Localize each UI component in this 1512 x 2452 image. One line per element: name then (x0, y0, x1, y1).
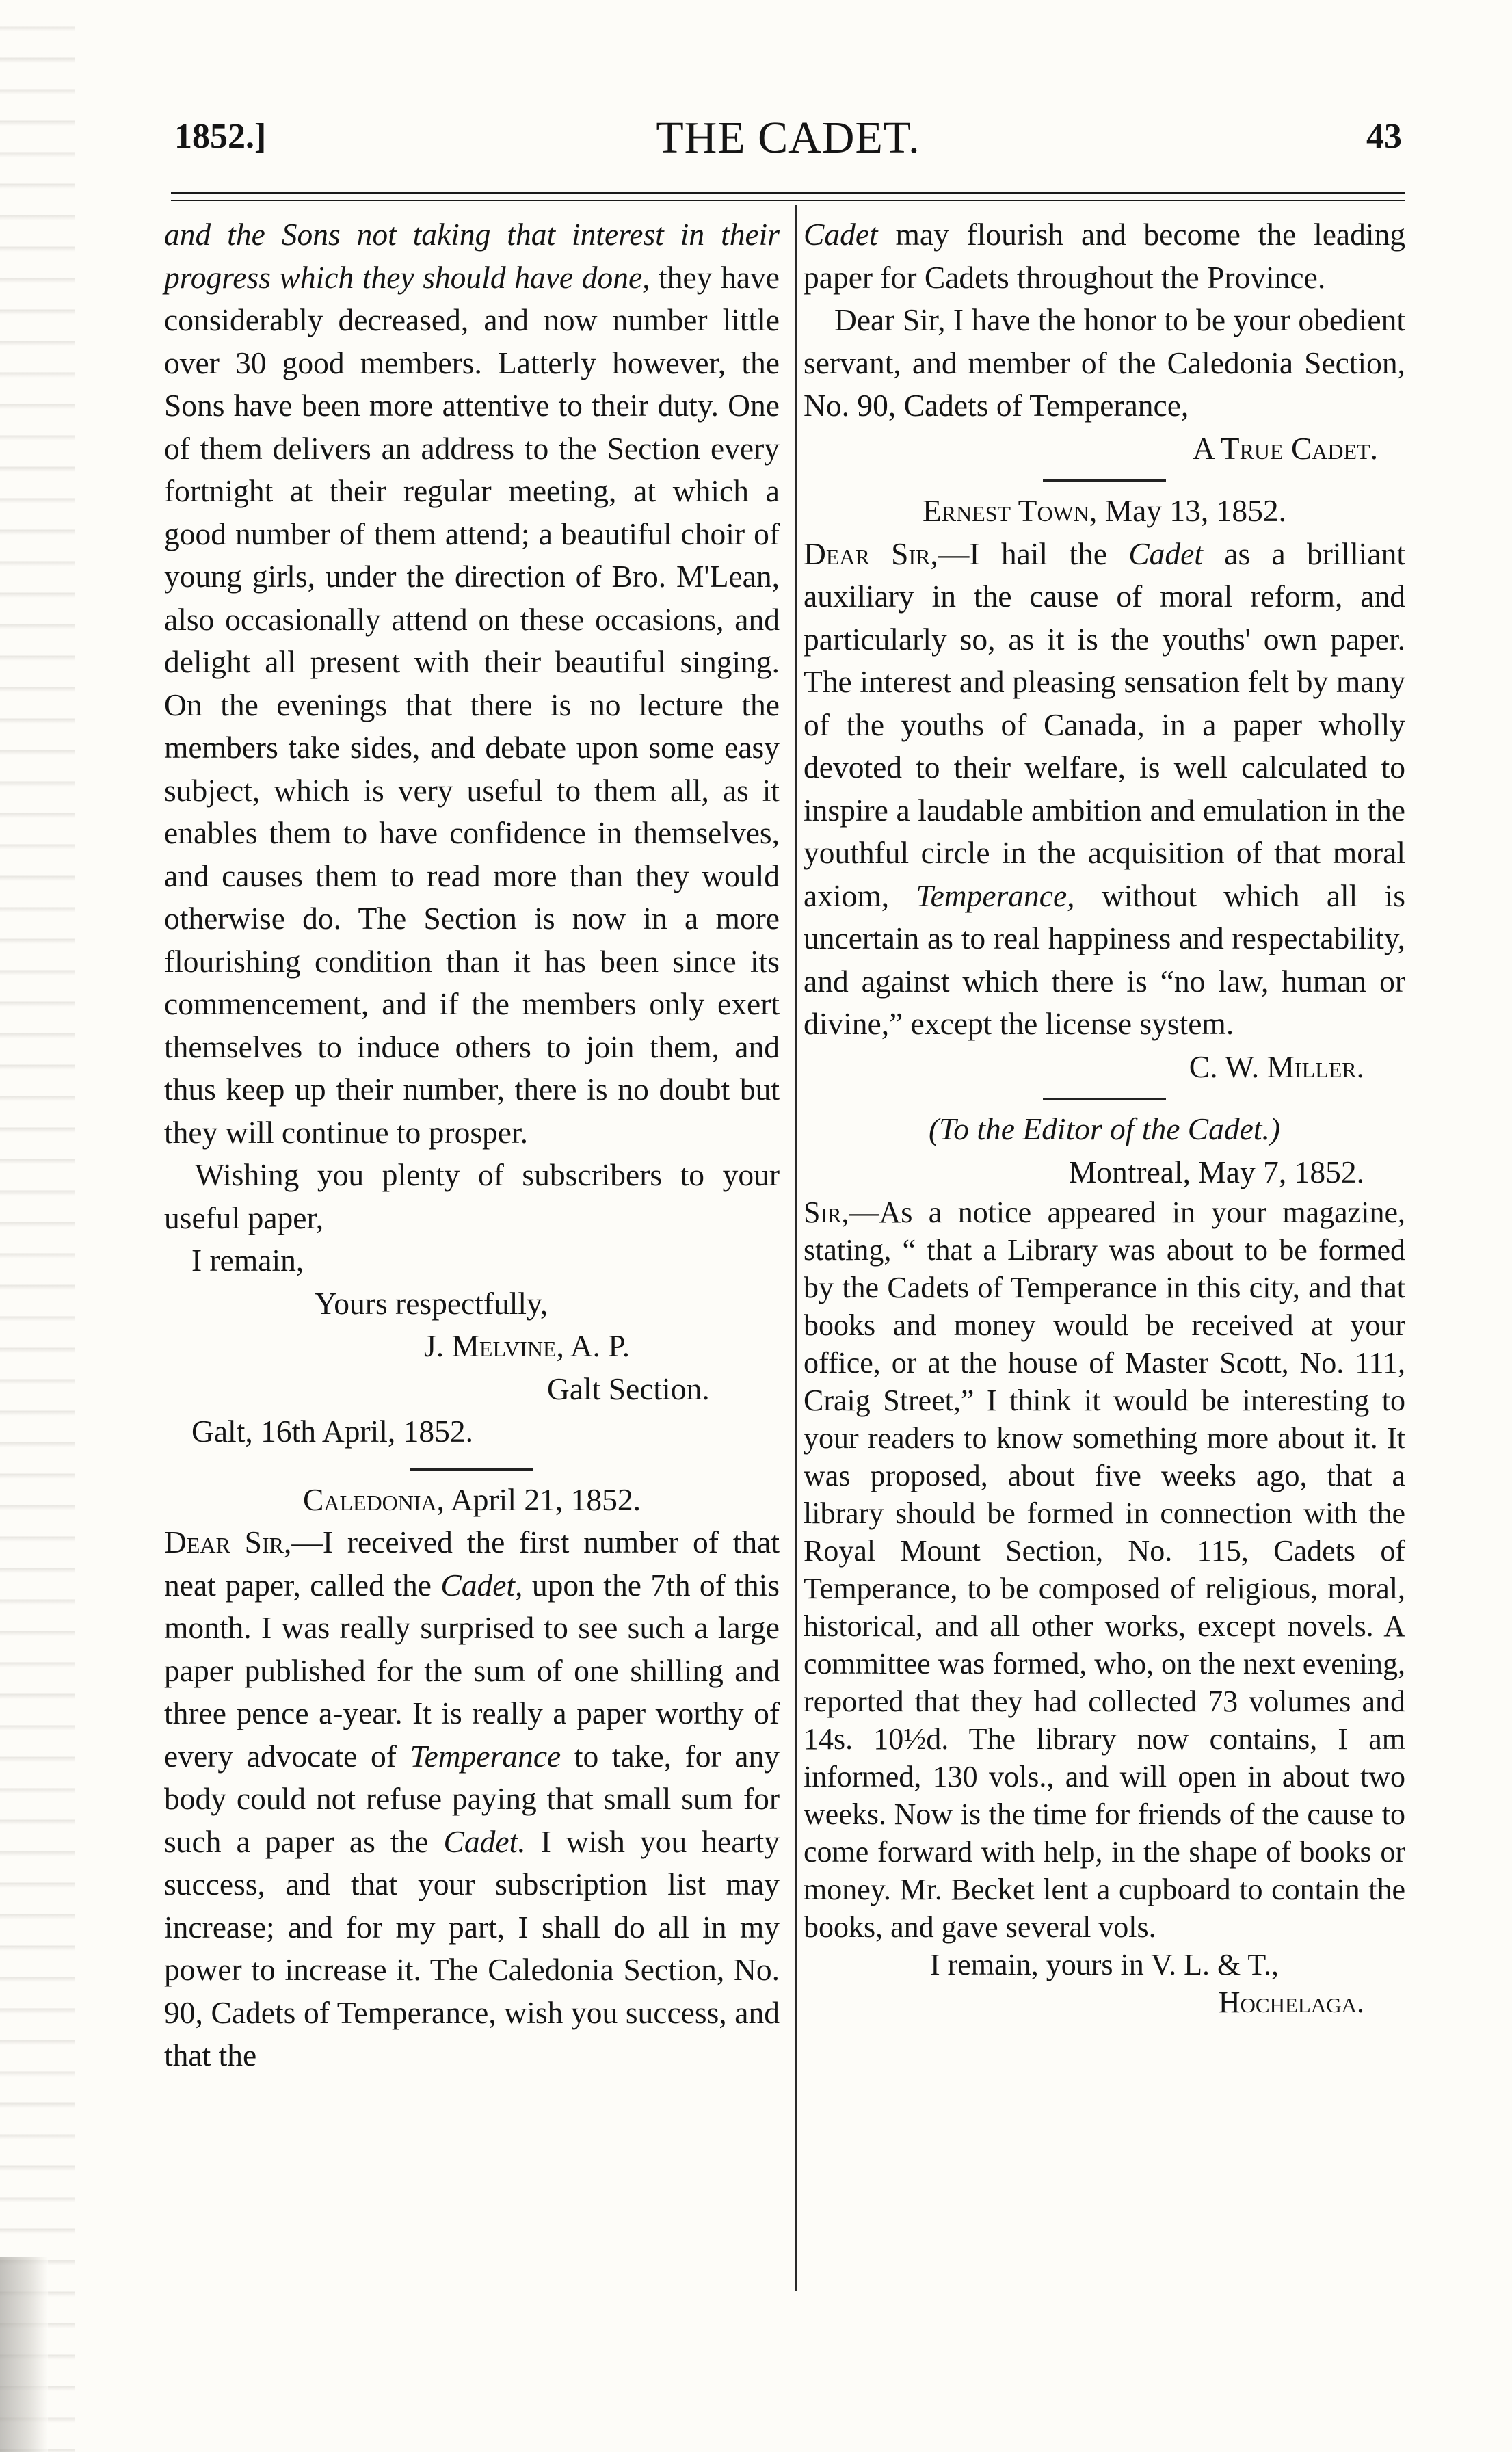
column-divider (795, 205, 797, 2291)
caledonia-cadet-2: Cadet. (443, 1823, 526, 1859)
signoff-hochelaga: Hochelaga. (1218, 1986, 1364, 2019)
ernest-dateline (804, 490, 1405, 533)
italic-opening: and the Sons not taking that interest in their progress which they should have done, (164, 217, 780, 295)
ernest-date: May 13, 1852. (1097, 493, 1287, 528)
letter-montreal (804, 1194, 1405, 2021)
caledonia-place: Caledonia, (303, 1481, 445, 1517)
caledonia-text-3: to take, for any body could not refuse paying that small sum for such a paper as the (164, 1738, 780, 1859)
continued-text: may flourish and become the leading paper for Cadets throughout the Province. (804, 217, 1405, 295)
letter-galt-dateline: Galt, 16th April, 1852. (191, 1414, 474, 1449)
header-rule-thick (171, 192, 1405, 194)
continued-cadet: Cadet (804, 217, 878, 252)
letter-montreal-body (804, 1194, 1405, 1946)
left-column (164, 213, 780, 2077)
letter-ernest-body (804, 533, 1405, 1046)
caledonia-text-2: upon the 7th of this month. I was really surprised to see such a large paper published for the sum of one shilling and three pence a-year. It is really a paper worthy of every advocate of (164, 1567, 780, 1774)
letter-caledonia-continued (804, 213, 1405, 299)
caledonia-cadet-1: Cadet, (440, 1567, 523, 1603)
montreal-salutation: Sir, (804, 1196, 849, 1229)
caledonia-temperance: Temperance (410, 1738, 561, 1774)
ernest-text-3: without which all is uncertain as to real happiness and respectability, and against which there is “no law, human or divine,” except the license system. (804, 878, 1405, 1041)
caledonia-text-4: I wish you hearty success, and that your subscription list may increase; and for my part, I shall do all in my power to increase it. The Caledonia Section, No. 90, Cadets of Temperance, wish you success, and that the (164, 1823, 780, 2072)
signoff-cw-miller: C. W. Miller. (1189, 1049, 1364, 1084)
signoff-true-cadet: A True Cadet. (1192, 430, 1378, 466)
letter-caledonia-body (164, 1521, 780, 2077)
ernest-temperance: Temperance, (916, 878, 1075, 913)
montreal-dateline: Montreal, May 7, 1852. (1068, 1154, 1364, 1189)
letter-caledonia-closing: Dear Sir, I have the honor to be your obedient servant, and member of the Caledonia Section, No. 90, Cadets of Temperance, (804, 302, 1405, 423)
letter-montreal-remain: I remain, yours in V. L. & T., (929, 1948, 1279, 1981)
caledonia-salutation: Dear Sir, (164, 1525, 292, 1559)
letter-galt-section: Galt Section. (547, 1371, 710, 1406)
separator-rule (410, 1468, 533, 1471)
caledonia-text-1: —I received the first number of that neat paper, called the (164, 1525, 780, 1603)
header-rule-thin (171, 200, 1405, 201)
scanned-binding-shadow (0, 2257, 48, 2452)
separator-rule (1043, 479, 1166, 482)
letter-galt-remain: I remain, (191, 1243, 304, 1278)
caledonia-dateline (164, 1479, 780, 1522)
caledonia-date: April 21, 1852. (445, 1481, 641, 1517)
separator-rule (1043, 1098, 1166, 1100)
montreal-text: —As a notice appeared in your magazine, stating, “ that a Library was about to be formed by the Cadets of Temperance in this city, and that books and money would be received at your office, or at the house of Master Scott, No. 111, Craig Street,” I think it would be interesting to your readers to know something more about it. It was proposed, about five weeks ago, that a library should be formed in connection with the Royal Mount Section, No. 115, Cadets of Temperance, to be composed of religious, moral, historical, and all other works, except novels. A committee was formed, who, on the next evening, reported that they had collected 73 volumes and 14s. 10½d. The library now contains, I am informed, 130 vols., and will open in about two weeks. Now is the time for friends of the cause to come forward with help, in the shape of books or money. Mr. Becket lent a cupboard to contain the books, and gave several vols. (804, 1196, 1405, 1944)
right-column (804, 213, 1405, 2021)
page-header (174, 113, 1402, 178)
letter-galt-signer: J. Melvine, A. P. (424, 1328, 630, 1363)
header-page-number: 43 (1366, 117, 1402, 156)
ernest-place: Ernest Town, (922, 493, 1098, 528)
editor-note: (To the Editor of the Cadet.) (929, 1111, 1280, 1146)
ernest-salutation: Dear Sir, (804, 536, 938, 571)
letter-galt-body (164, 213, 780, 1154)
ernest-text-1: —I hail the (938, 536, 1129, 571)
header-year: 1852.] (174, 117, 267, 156)
letter-galt-text: they have considerably decreased, and now number little over 30 good members. Latterly however, the Sons have been more attentive to their duty. One of them delivers an address to the Section every fortnight at their regular meeting, at which a good number of them attend; a beautiful choir of young girls, under the direction of Bro. M'Lean, also occasionally attend on these occasions, and delight all present with their beautiful singing. On the evenings that there is no lecture the members take sides, and debate upon some easy subject, which is very useful to them all, as it enables them to have confidence in themselves, and causes them to read more than they would otherwise do. The Section is now in a more flourishing condition than it has been since its commencement, and if the members only exert themselves to induce others to join them, and thus keep up their number, there is no doubt but they will continue to prosper. (164, 259, 780, 1150)
ernest-text-2: as a brilliant auxiliary in the cause of moral reform, and particularly so, as it is the youths' own paper. The interest and pleasing sensation felt by many of the youths of Canada, in a paper wholly devoted to their welfare, is well calculated to inspire a laudable ambition and emulation in the youthful circle in the acquisition of that moral axiom, (804, 536, 1406, 913)
header-title: THE CADET. (656, 113, 920, 163)
letter-galt-closing: Wishing you plenty of subscribers to your useful paper, (164, 1157, 780, 1235)
ernest-cadet: Cadet (1128, 536, 1203, 571)
letter-galt-yours: Yours respectfully, (315, 1285, 548, 1321)
scanned-binding-edge (0, 0, 75, 2452)
